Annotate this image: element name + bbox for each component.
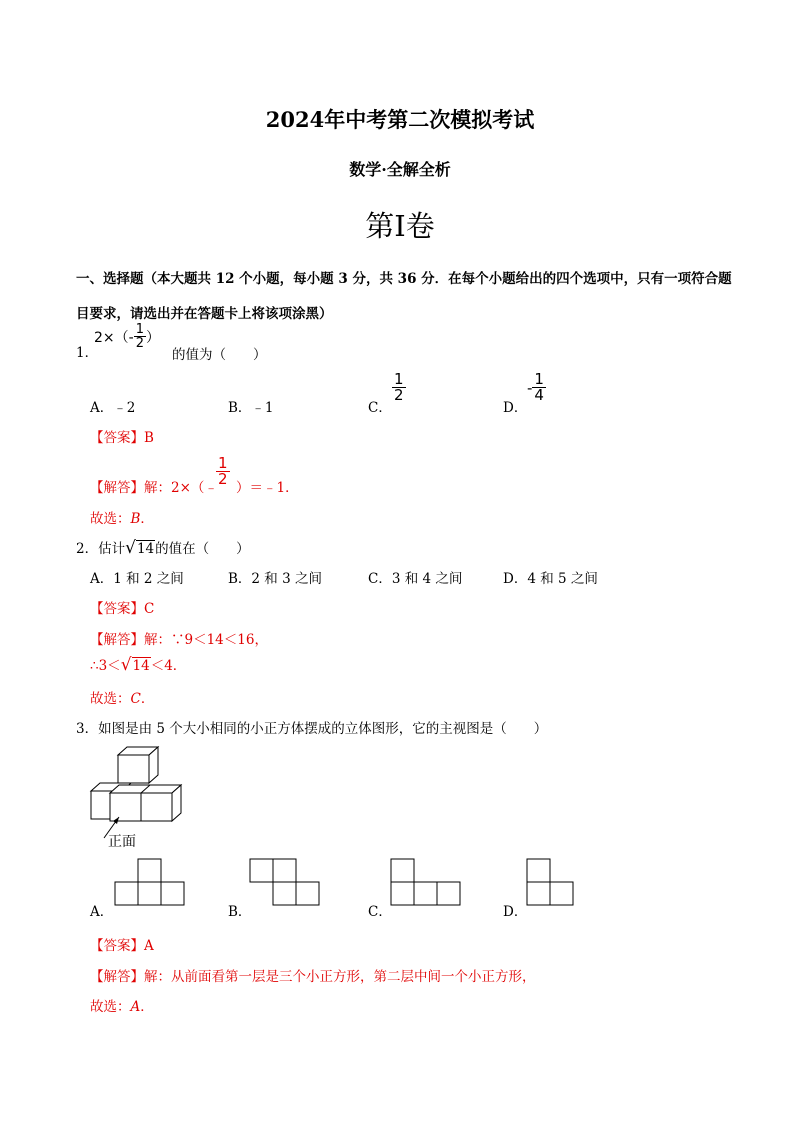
q3-solution: 【解答】解：从前面看第一层是三个小正方形，第二层中间一个小正方形，	[90, 969, 536, 985]
figure-front-label: 正面	[108, 834, 136, 850]
q1-solution-denominator: 2	[218, 470, 228, 488]
q2-stem-suffix: 的值在（ ）	[155, 541, 250, 557]
q1-option-c-denominator: 2	[394, 386, 404, 404]
q2-choose-end: ．	[140, 691, 155, 707]
q3-choose-letter: A	[130, 999, 141, 1015]
q3-option-b-figure	[250, 858, 322, 908]
q3-option-c: C．	[368, 904, 392, 920]
q1-expr-prefix: 2×（-	[94, 329, 134, 346]
q2-option-a: A．1 和 2 之间	[90, 571, 184, 587]
q1-option-d-sign: -	[527, 378, 533, 397]
q2-choose-letter: C	[130, 691, 141, 707]
q3-option-a: A．	[90, 904, 114, 920]
q3-option-b: B．	[228, 904, 252, 920]
q1-option-b-text: ﹣1	[251, 400, 274, 416]
q2-option-d: D．4 和 5 之间	[503, 571, 598, 587]
q1-expr-denominator: 2	[135, 336, 144, 351]
q2-choose	[90, 687, 154, 707]
q3-choose	[90, 995, 154, 1015]
q2-solution-line1: 【解答】解：∵9＜14＜16，	[90, 632, 268, 648]
q1-option-c-fraction	[392, 372, 406, 403]
q1-number: 1．	[76, 345, 99, 361]
exam-title: 2024年中考第二次模拟考试	[265, 107, 535, 132]
q2-solution-line2-prefix: ∴3＜	[90, 658, 121, 674]
q1-option-d-label: D．	[503, 400, 528, 416]
q2-option-b: B．2 和 3 之间	[228, 571, 322, 587]
q1-option-d-numerator: 1	[534, 370, 544, 388]
q3-answer: 【答案】A	[90, 938, 154, 954]
q2-solution-sqrt	[121, 657, 151, 674]
section-heading: 一、选择题（本大题共 12 个小题，每小题 3 分，共 36 分．在每个小题给出的四个选项中，只有一项符合题目要求，请选出并在答题卡上将该项涂黑）	[76, 271, 732, 322]
q1-choose-end: ．	[140, 511, 154, 527]
q3-choose-label: 故选：	[90, 999, 131, 1015]
exam-subtitle: 数学·全解全析	[349, 160, 451, 179]
q2-sqrt	[125, 540, 155, 557]
q1-stem: 的值为（ ）	[172, 347, 267, 363]
sqrt-icon: √	[125, 538, 136, 558]
q1-option-b-label: B．	[228, 400, 252, 416]
q1-solution-prefix: 【解答】解：2×（﹣	[90, 480, 218, 496]
q2-solution-line2	[90, 654, 186, 674]
q3-stem	[76, 717, 547, 737]
cube-figure	[86, 745, 196, 850]
q2-stem	[76, 537, 250, 557]
q3-option-d: D．	[503, 904, 528, 920]
q1-choose	[90, 507, 154, 527]
q1-option-d-fraction	[532, 372, 546, 403]
q1-option-d-value	[527, 372, 546, 403]
q2-stem-prefix: 估计	[98, 541, 126, 557]
q1-expr-suffix: ）	[145, 329, 160, 346]
q2-number: 2．	[76, 541, 99, 557]
q2-choose-label: 故选：	[90, 691, 131, 707]
q1-option-a	[90, 396, 135, 416]
cube-front-2	[141, 793, 172, 821]
q1-option-a-label: A．	[90, 400, 114, 416]
q1-expr-fraction	[134, 323, 146, 350]
q3-stem-text: 如图是由 5 个大小相同的小正方体摆成的立体图形，它的主视图是（ ）	[98, 721, 548, 737]
q1-option-b	[228, 396, 274, 416]
q3-choose-end: ．	[140, 999, 154, 1015]
q2-solution-radicand: 14	[132, 658, 150, 674]
volume-heading: 第I卷	[365, 209, 435, 243]
q2-answer: 【答案】C	[90, 601, 155, 617]
q1-option-c-label: C．	[368, 400, 392, 416]
q3-option-d-figure	[527, 858, 577, 908]
cube-top-front-face	[118, 755, 149, 783]
q3-option-a-figure	[115, 858, 185, 908]
sqrt-icon: √	[120, 655, 132, 675]
q2-solution-line2-suffix: ＜4．	[150, 658, 187, 674]
q1-option-c-numerator: 1	[394, 370, 404, 388]
q1-solution-suffix: ）＝﹣1．	[236, 480, 299, 496]
q1-option-a-text: ﹣2	[113, 400, 136, 416]
q3-option-c-figure	[391, 858, 463, 908]
q1-choose-letter: B	[130, 511, 141, 527]
q1-option-d-denominator: 4	[534, 386, 544, 404]
q1-solution-fraction	[216, 456, 230, 487]
q2-radicand: 14	[136, 541, 155, 557]
q2-option-c: C．3 和 4 之间	[368, 571, 463, 587]
q1-expression	[94, 323, 160, 350]
q1-solution-numerator: 1	[218, 454, 228, 472]
q1-answer: 【答案】B	[90, 430, 154, 446]
q3-number: 3．	[76, 721, 99, 737]
q1-expr-numerator: 1	[135, 322, 144, 337]
cube-front-1	[110, 793, 141, 821]
q1-choose-label: 故选：	[90, 511, 131, 527]
